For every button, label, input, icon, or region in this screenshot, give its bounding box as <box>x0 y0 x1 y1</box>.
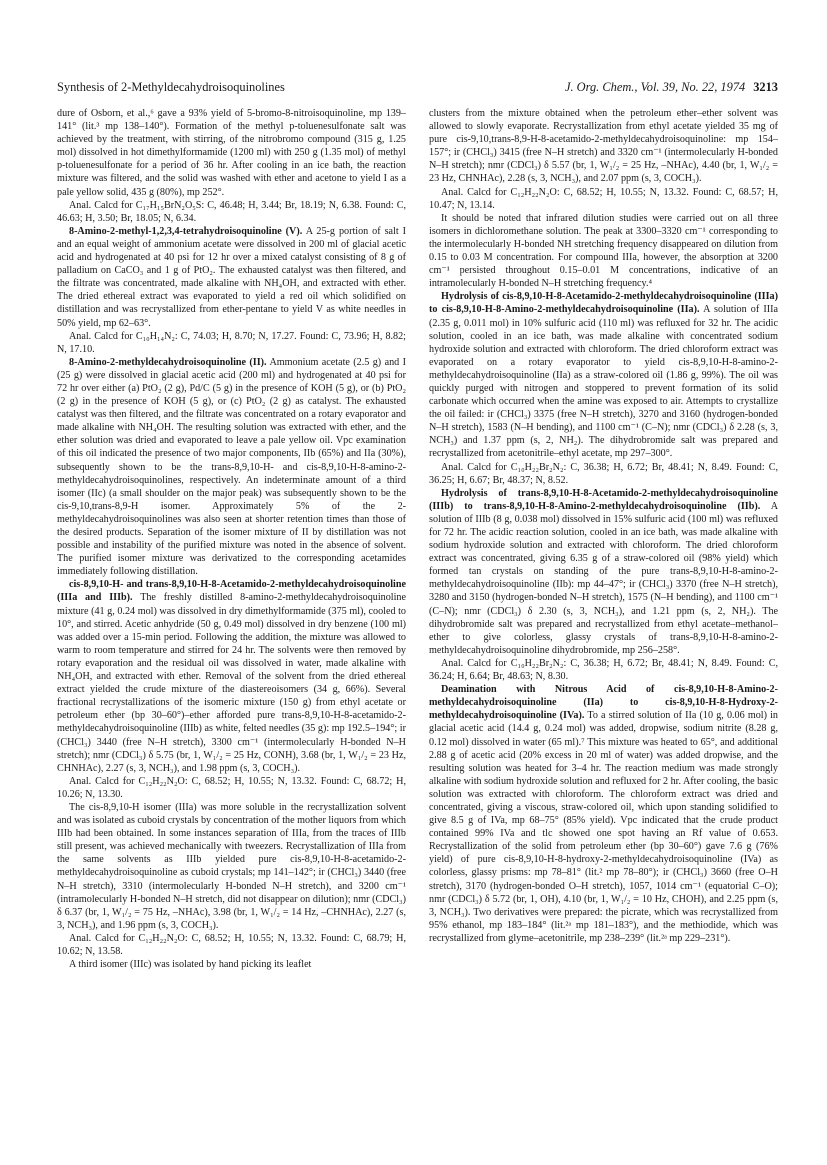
paragraph <box>429 657 778 683</box>
paragraph <box>429 487 778 657</box>
paragraph <box>429 683 778 945</box>
section-heading: Hydrolysis of trans-8,9,10-H-8-Acetamido-2-methyldecahydroisoquinoline (IIIb) to trans-8,9,10-H-8-Amino-2-methyldecahydroisoquinoline (IIb). <box>429 487 778 512</box>
running-title: Synthesis of 2-Methyldecahydroisoquinolines <box>57 80 285 94</box>
paragraph <box>57 330 406 356</box>
paragraph-text: A solution of IIIb (8 g, 0.038 mol) dissolved in 15% sulfuric acid (100 ml) was refluxed for 72 hr. The acidic reaction solution, cooled in an ice bath, was made alkaline with sodium hydroxide solution and extracted with chloroform. The dried chloroform extract was concentrated, giving 6.35 g of a straw-colored oil (98% yield) which formed tan crystals on standing of the pure trans-8,9,10-H-8-amino-2-methyldecahydroisoquinoline (IIb): mp 44–47°; ir (CHCl₃) 3370 (free N–H stretch), 3280 and 3150 (hydrogen-bonded N–H stretch), 1575 (N–H bending), and 1100 cm⁻¹ (C–N); nmr (CDCl₃) δ 2.30 (s, 3, NCH₃), and 1.21 ppm (s, 2, NH₂). The dihydrobromide salt was prepared and recrystallized from ethyl acetate–methanol–ether to give colorless, glassy crystals of trans-8,9,10-H-8-amino-2-methyldecahydroisoquinoline dihydrobromide, mp 256–258°. <box>429 500 778 656</box>
paragraph-text: Anal. Calcd for C₁₂H₂₂N₂O: C, 68.52; H, 10.55; N, 13.32. Found: C, 68.57; H, 10.47; N, 13.14. <box>429 186 778 211</box>
paragraph <box>57 958 406 971</box>
paragraph-text: clusters from the mixture obtained when the petroleum ether–ether solvent was allowed to slowly evaporate. Recrystallization from ethyl acetate yielded 35 mg of pure cis-9,10,trans-8,9-H-8-acetamido-2-methyldecahydroisoquinoline: mp 154–157°; ir (CHCl₃) 3415 (free N–H stretch) and 3320 cm⁻¹ (intermolecularly H-bonded N–H stretch); nmr (CDCl₃) δ 5.57 (br, 1, W₁/₂ = 25 Hz, –NHAc), 4.40 (br, 1, W₁/₂ = 23 Hz, CHNHAc), 2.28 (s, 3, NCH₃), and 2.07 ppm (s, 3, COCH₃). <box>429 108 778 185</box>
section-heading: Hydrolysis of cis-8,9,10-H-8-Acetamido-2-methyldecahydroisoquinoline (IIIa) to cis-8,9,10-H-8-Amino-2-methyldecahydroisoquinoline (IIa). <box>429 291 778 316</box>
paragraph-text: The freshly distilled 8-amino-2-methyldecahydroisoquinoline mixture (41 g, 0.24 mol) was dissolved in dry dimethylformamide (375 ml), cooled to 10°, and stirred. Acetic anhydride (50 g, 0.49 mol) dissolved in dry benzene (100 ml) was added over a 15-min period. Following the addition, the mixture was allowed to warm to room temperature and stirred for 24 hr. The solvents were then removed by rotary evaporation and the residual oil was dissolved in water, made alkaline with NH₄OH, and extracted with ether. Removal of the solvent from the dried ethereal extract yielded the crude mixture of the diastereoisomers (34 g, 66%). Several fractional recrystallizations of the isomeric mixture (150 g) from ethyl acetate or petroleum ether (bp 30–60°)–ether afforded pure trans-8,9,10-H-8-acetamido-2-methyldecahydroisoquinoline (IIIb) as white, felted needles (35 g): mp 192.5–194°; ir (CHCl₃) 3440 (free N–H stretch), 3300 cm⁻¹ (intermolecularly H-bonded N–H stretch); nmr (CDCl₃) δ 5.75 (br, 1, W₁/₂ = 25 Hz, CONH), 3.68 (br, 1, W₁/₂ = 23 Hz, CHNHAc), 2.27 (s, 3, NCH₃), and 1.98 ppm (s, 3, COCH₃). <box>57 592 406 774</box>
paragraph <box>57 199 406 225</box>
journal-info: J. Org. Chem., Vol. 39, No. 22, 1974 <box>564 80 746 94</box>
paragraph-text: The cis-8,9,10-H isomer (IIIa) was more soluble in the recrystallization solvent and was isolated as cuboid crystals by concentration of the mother liquors from which IIIb had been obtained. In some instances separation of IIIa, from the traces of IIIb still present, was achieved mechanically with tweezers. Recrystallization of IIIa from the same solvents as IIIb yielded pure cis-8,9,10-H-8-acetamido-2-methyldecahydroisoquinoline as cuboid crystals; mp 141–142°; ir (CHCl₃) 3440 (free N–H stretch), 3310 (intermolecularly H-bonded N–H stretch), and 3200 cm⁻¹ (intramolecularly H-bonded N–H stretch, did not disappear on dilution); nmr (CDCl₃) δ 6.37 (br, 1, W₁/₂ = 75 Hz, –NHAc), 3.98 (br, 1, W₁/₂ = 14 Hz, –CHNHAc), 2.27 (s, 3, NCH₃), and 1.96 ppm (s, 3, COCH₃). <box>57 801 406 931</box>
paragraph-text: Anal. Calcd for C₁₀H₂₂Br₂N₂: C, 36.38; H, 6.72; Br, 48.41; N, 8.49. Found: C, 36.25; H, 6.67; Br, 48.37; N, 8.52. <box>429 461 778 486</box>
paragraph <box>57 801 406 932</box>
paragraph <box>57 578 406 774</box>
paragraph-text: A third isomer (IIIc) was isolated by hand picking its leaflet <box>69 959 312 971</box>
journal-citation <box>565 80 778 95</box>
section-heading: Deamination with Nitrous Acid of cis-8,9,10-H-8-Amino-2-methyldecahydroisoquinoline (IIa) to cis-8,9,10-H-8-Hydroxy-2-methyldecahydroisoquinoline (IVa). <box>429 684 778 722</box>
paragraph <box>57 356 406 579</box>
paragraph <box>57 775 406 801</box>
paragraph-text: Anal. Calcd for C₁₂H₂₂N₂O: C, 68.52; H, 10.55; N, 13.32. Found: C, 68.72; H, 10.26; N, 13.30. <box>57 775 406 800</box>
paragraph <box>429 461 778 487</box>
section-heading: 8-Amino-2-methyl-1,2,3,4-tetrahydroisoquinoline (V). <box>69 225 303 237</box>
paragraph <box>57 225 406 330</box>
page-header <box>57 80 778 98</box>
paragraph <box>429 290 778 460</box>
section-heading: cis-8,9,10-H- and trans-8,9,10-H-8-Acetamido-2-methyldecahydroisoquinoline (IIIa and IIIb). <box>57 579 406 604</box>
paragraph-text: dure of Osborn, et al.,⁶ gave a 93% yield of 5-bromo-8-nitroisoquinoline, mp 139–141° (lit.³ mp 138–140°). Formation of the methyl p-toluenesulfonate salt was achieved by the treatment, with stirring, of the nitrobromo compound (315 g, 1.25 mol) dissolved in hot dimethylformamide (1200 ml) with 250 g (1.35 mol) of methyl p-toluenesulfonate for a period of 36 hr. After cooling in an ice bath, the reaction mixture was filtered, and the solid was washed with ether and acetone to yield I as a pale yellow solid, 435 g (80%), mp 252°. <box>57 108 406 198</box>
section-heading: 8-Amino-2-methyldecahydroisoquinoline (II). <box>69 356 267 368</box>
paragraph-text: Ammonium acetate (2.5 g) and I (25 g) were dissolved in glacial acetic acid (200 ml) and hydrogenated at 40 psi for 72 hr over either (a) PtO₂ (2 g), Pd/C (5 g) in the presence of KOH (5 g), or (b) PtO₂ (2 g) in the presence of KOH (5 g), or (c) PtO₂ (2 g) as catalyst. The exhausted catalyst was then filtered, and the filtrate was concentrated on a rotary evaporator and made alkaline with NH₄OH. The resulting solution was extracted with ether, and the ether solution was dried and evaporated to leave a pale yellow oil. Vpc examination of this oil indicated the presence of two major components, IIb (65%) and IIa (30%), subsequently shown to be the trans-8,9,10-H- and cis-8,9,10-H-8-amino-2-methyldecahydroisoquinolines, respectively. An indeterminate amount of a third isomer (IIc) (a small shoulder on the major peak) was subsequently shown to be the cis-9,10,trans-8,9-H isomer. Approximately 5% of the 2-methyldecahydroisoquinolines was also seen at shorter retention times than those of the desired products. Separation of the isomer mixture of II by distillation was not possible and instability of the purified mixture was noted in the absence of solvent. The purified isomer mixture was derivatized to the corresponding acetamides immediately following distillation. <box>57 356 406 578</box>
paragraph-text: To a stirred solution of IIa (10 g, 0.06 mol) in glacial acetic acid (14.4 g, 0.24 mol) was added, dropwise, sodium nitrite (8.28 g, 0.12 mol) dissolved in water (65 ml).⁷ This mixture was heated to 65°, and additional 2.88 g of acetic acid (20% excess in 20 ml of water) was added dropwise, and the resulting solution was heated for 3–4 hr. The reaction medium was made strongly alkaline with sodium hydroxide solution and refluxed for 2 hr. After cooling, the basic solution was extracted with chloroform. The chloroform extract was dried and concentrated, giving a viscous, straw-colored oil, which upon standing solidified to give 8.5 g of IVa, mp 68–75° (85% yield). Vpc indicated that the crude product contained 99% IVa and tlc showed one spot having an Rf value of 0.653. Recrystallization of the solid from petroleum ether (bp 30–60°) gave 7.6 g (76% yield) of pure cis-8,9,10-H-8-hydroxy-2-methyldecahydroisoquinoline (IVa) as colorless, glassy prisms: mp 78–81° (lit.² mp 78–80°); ir (CHCl₃) 3660 (free O–H stretch), 3170 (hydrogen-bonded O–H stretch), 1057, 1014 cm⁻¹ (equatorial C–O); nmr (CDCl₃) δ 5.72 (br, 1, OH), 4.10 (br, 1, W₁/₂ = 10 Hz, CHOH), and 2.25 ppm (s, 3, NCH₃). Two derivatives were prepared: the picrate, which was recrystallized from 95% ethanol, mp 183–184° (lit.²ᵃ mp 181–183°), and the methiodide, which was recrystallized from glyme–acetonitrile, mp 238–239° (lit.²ᵃ mp 229–231°). <box>429 710 778 944</box>
paragraph-text: A solution of IIIa (2.35 g, 0.011 mol) in 10% sulfuric acid (110 ml) was refluxed for 32 hr. The acidic solution, cooled in an ice bath, was made alkaline with concentrated sodium hydroxide solution and extracted with chloroform. The dried chloroform extract was evaporated on a rotary evaporator to yield cis-8,9,10-H-8-amino-2-methyldecahydroisoquinoline (IIa) as a straw-colored oil (1.86 g, 99%). The oil was quickly purged with nitrogen and stoppered to prevent formation of its solid carbonate which occurred when the amine was exposed to air. Attempts to crystallize the oil failed: ir (CHCl₃) 3375 (free N–H stretch), 3270 and 3160 (hydrogen-bonded N–H stretch), 1583 (N–H bending), and 1100 cm⁻¹ (C–N); nmr (CDCl₃) δ 2.28 (s, 3, NCH₃) and 1.37 ppm (s, 2, NH₂). The dihydrobromide salt was prepared and recrystallized from acetonitrile–ethyl acetate, mp 297–300°. <box>429 304 778 460</box>
page-number: 3213 <box>753 80 778 94</box>
paragraph-text: Anal. Calcd for C₁₇H₁₅BrN₂O₅S: C, 46.48; H, 3.44; Br, 18.19; N, 6.38. Found: C, 46.63; H, 3.50; Br, 18.05; N, 6.34. <box>57 199 406 224</box>
paragraph-text: It should be noted that infrared dilution studies were carried out on all three isomers in dichloromethane solution. The peak at 3300–3320 cm⁻¹ corresponding to the intermolecularly H-bonded NH stretching frequency disappeared on dilution from 0.15 to 0.03 M concentration. For compound IIIa, however, the absorption at 3200 cm⁻¹ persisted throughout 0.15–0.01 M concentrations, indicative of an intramolecularly H-bonded N–H stretching frequency.⁴ <box>429 212 778 290</box>
paragraph-text: A 25-g portion of salt I and an equal weight of ammonium acetate were dissolved in 200 ml of glacial acetic acid and hydrogenated at 40 psi for 12 hr over a mixed catalyst consisting of 8 g of palladium on CaCO₃ and 1 g of PtO₂. The exhausted catalyst was then filtered, and the filtrate was concentrated, made alkaline with NH₄OH, and extracted with ether. The dried ethereal extract was evaporated to yield a red oil which solidified on distillation and was recrystallized from ether-pentane to yield V as white needles in 50% yield, mp 62–63°. <box>57 225 406 329</box>
paragraph <box>57 932 406 958</box>
paragraph <box>57 107 406 199</box>
paragraph <box>429 107 778 186</box>
paragraph-text: Anal. Calcd for C₁₂H₂₂N₂O: C, 68.52; H, 10.55; N, 13.32. Found: C, 68.79; H, 10.62; N, 13.58. <box>57 932 406 957</box>
paragraph <box>429 212 778 291</box>
paragraph <box>429 186 778 212</box>
paragraph-text: Anal. Calcd for C₁₀H₂₂Br₂N₂: C, 36.38; H, 6.72; Br, 48.41; N, 8.49. Found: C, 36.24; H, 6.64; Br, 48.63; N, 8.30. <box>429 657 778 683</box>
left-column <box>57 107 406 1107</box>
right-column <box>429 107 778 1107</box>
paragraph-text: Anal. Calcd for C₁₀H₁₄N₂: C, 74.03; H, 8.70; N, 17.27. Found: C, 73.96; H, 8.82; N, 17.10. <box>57 330 406 355</box>
